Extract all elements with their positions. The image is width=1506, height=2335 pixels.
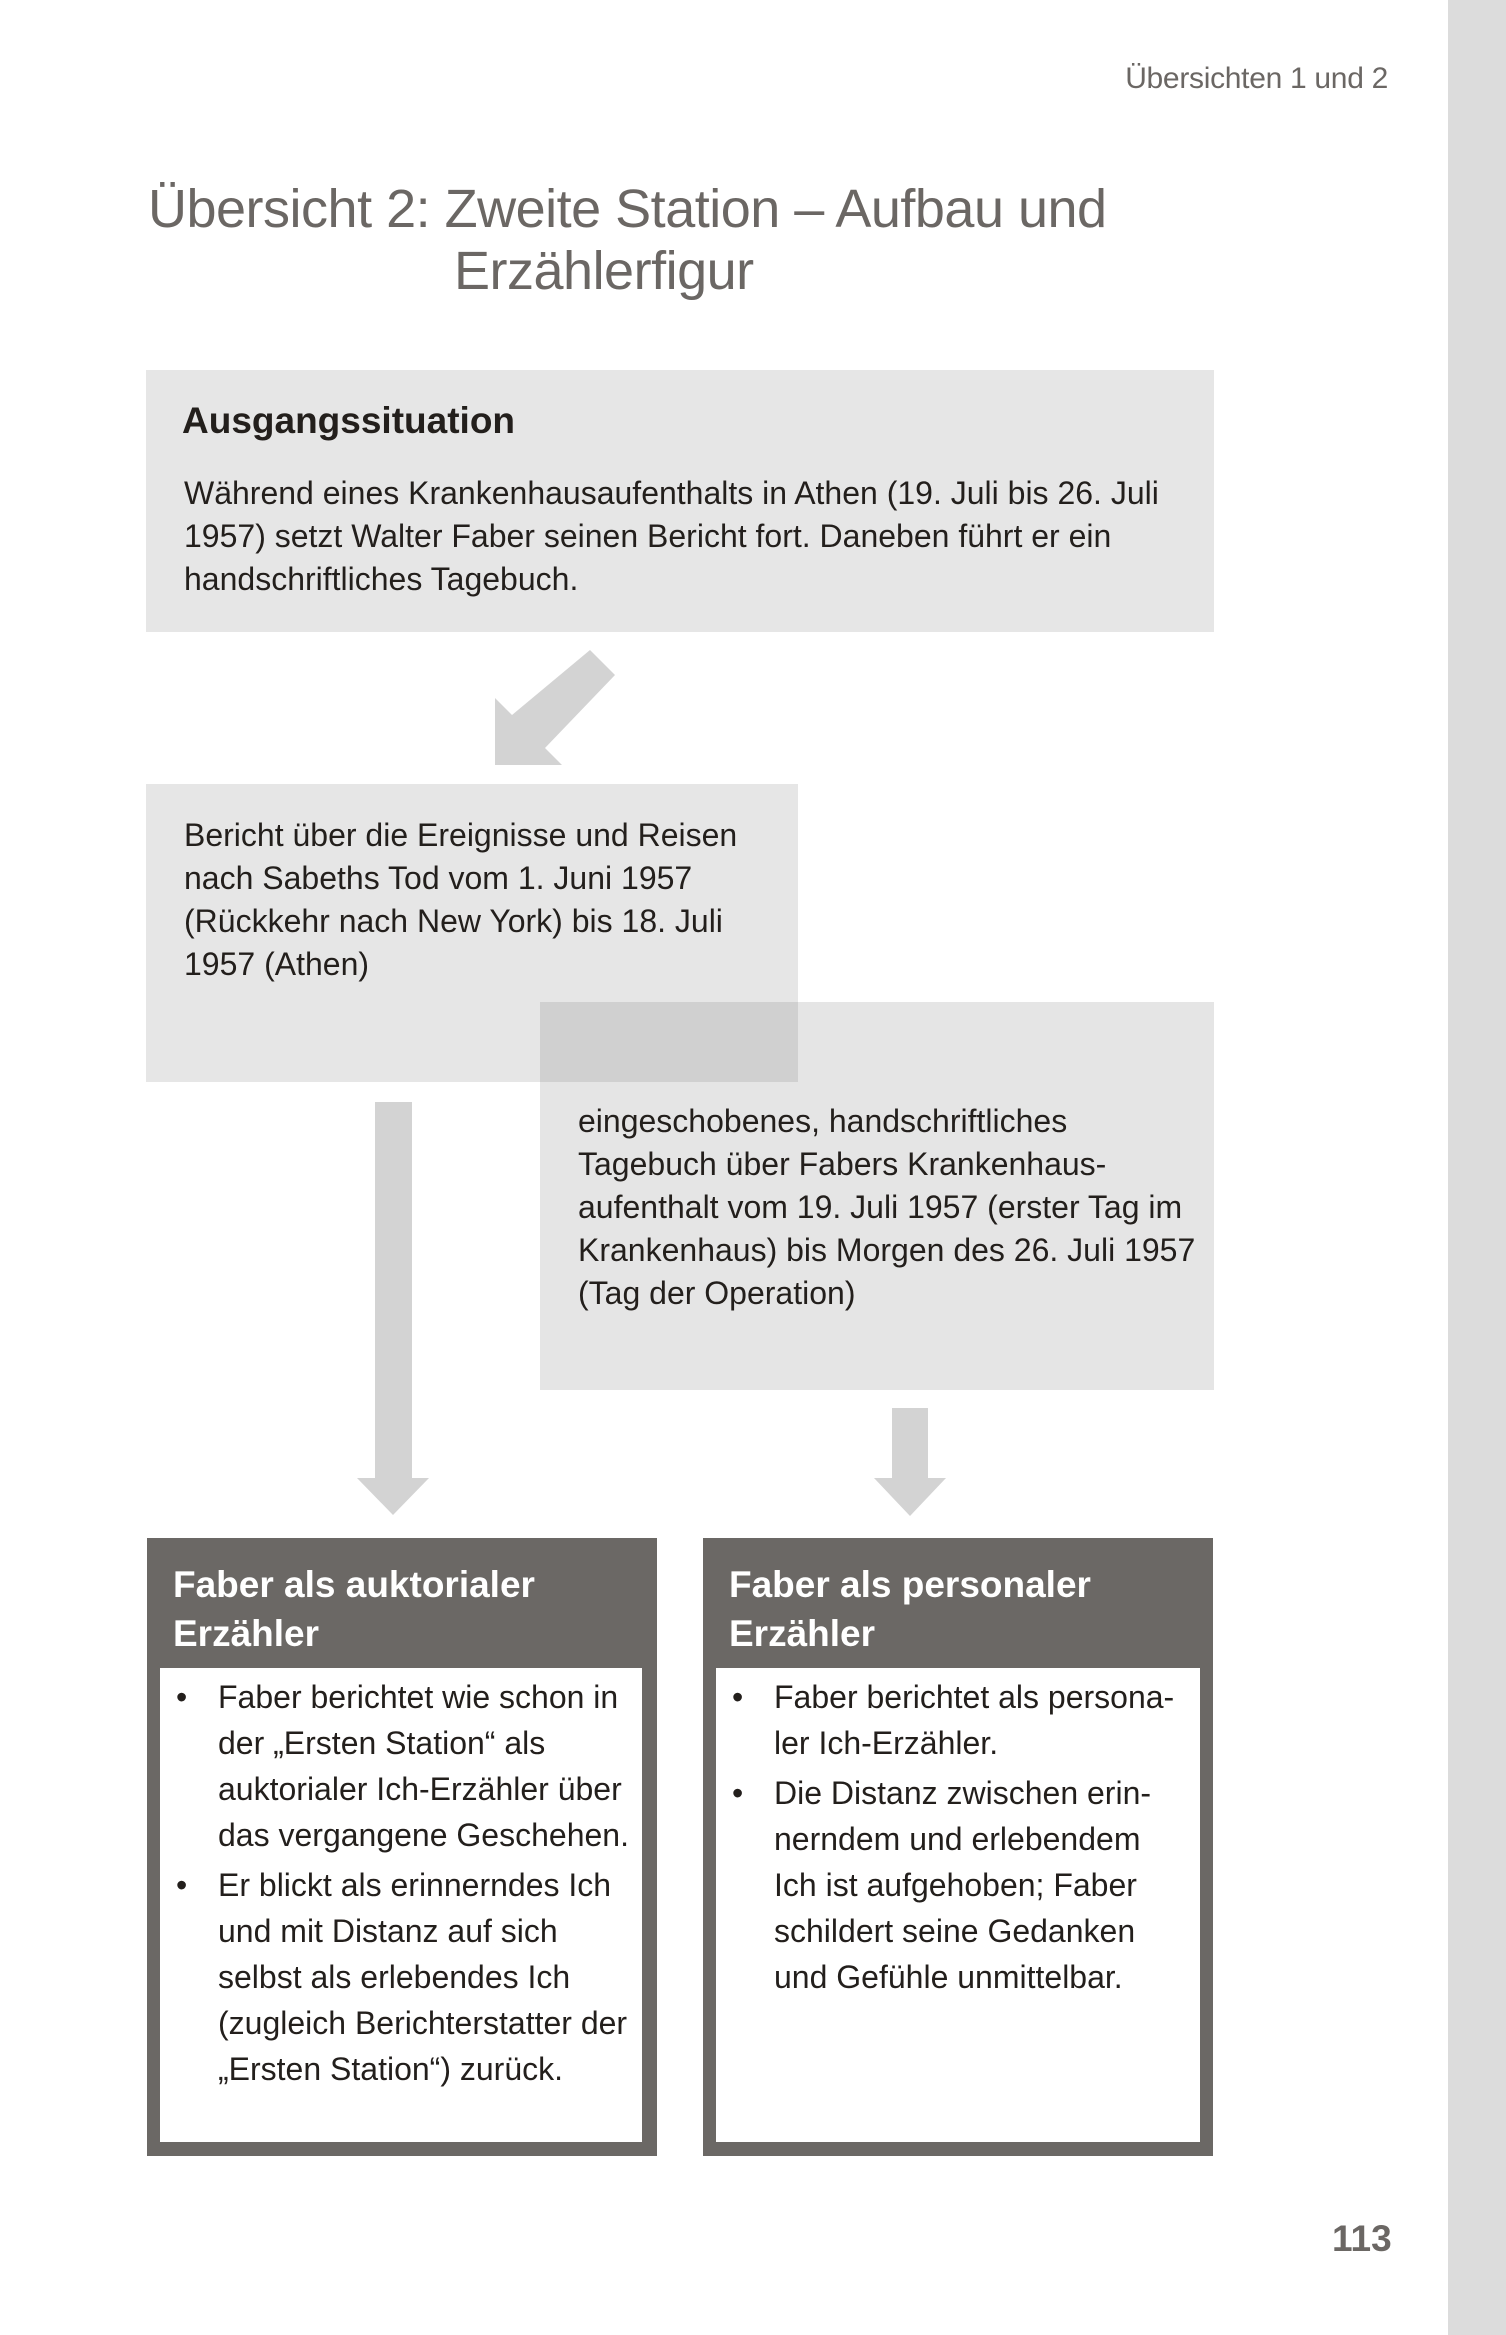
long-down-arrow-icon [355,1100,431,1518]
personal-narrator-box [703,1538,1213,2156]
bullet-icon: • [732,1679,744,1715]
bullet-icon: • [176,1867,188,1903]
personal-narrator-heading [729,1560,1091,1658]
short-down-arrow-icon [872,1406,948,1518]
bullet-icon: • [732,1775,744,1811]
starting-situation-text: Während eines Krankenhausaufenthalts in Athen (19. Juli bis 26. Juli 1957) setzt Walter Faber seinen Bericht fort. Daneben führt er ein handschriftliches Tagebuch. [184,475,1159,597]
diary-text: eingeschobenes, handschriftliches Tagebuch über Fabers Krankenhausaufenthalt vom 19. Juli 1957 (erster Tag im Krankenhaus) bis Morgen des 26. Juli 1957 (Tag der Operation) [578,1103,1196,1311]
personal-heading-line2: Erzähler [729,1613,876,1654]
page-title [148,178,1248,302]
auktorial-narrator-heading [173,1560,535,1658]
list-item-text: Er blickt als erinnerndes Ich und mit Distanz auf sich selbst als erlebendes Ich (zugleich Berichterstatter der „Ersten Station“) zurück. [218,1867,628,2087]
starting-situation-box [146,370,1214,632]
side-margin-strip [1448,0,1506,2335]
starting-situation-heading: Ausgangssituation [182,400,516,441]
auktorial-narrator-box [147,1538,657,2156]
list-item-text: Faber berichtet als personaler Ich-Erzähler. [774,1679,1175,1761]
bullet-icon: • [176,1679,188,1715]
personal-narrator-content [716,1668,1200,2142]
auktorial-heading-line1: Faber als auktorialer [173,1564,535,1605]
auktorial-bullet-list [172,1674,632,2096]
page-title-line2: Erzählerfigur [454,241,754,301]
report-text: Bericht über die Ereignisse und Reisen nach Sabeths Tod vom 1. Juni 1957 (Rückkehr nach New York) bis 18. Juli 1957 (Athen) [184,817,738,982]
personal-heading-line1: Faber als personaler [729,1564,1091,1605]
list-item [172,1862,632,2092]
auktorial-heading-line2: Erzähler [173,1613,320,1654]
list-item-text: Die Distanz zwischen erinnerndem und erlebendem Ich ist aufgehoben; Faber schildert seine Gedanken und Gefühle unmittelbar. [774,1775,1152,1995]
list-item [172,1674,632,1858]
page-number: 113 [1332,2218,1392,2259]
running-head: Übersichten 1 und 2 [1125,62,1388,95]
auktorial-narrator-content [160,1668,642,2142]
page-title-line1: Übersicht 2: Zweite Station – Aufbau und [148,179,1107,239]
diagonal-arrow-icon [490,650,620,770]
box-overlap-region [540,1002,798,1082]
list-item [728,1674,1190,1766]
list-item-text: Faber berichtet wie schon in der „Ersten Station“ als auktorialer Ich-Erzähler über das vergangene Geschehen. [218,1679,629,1853]
personal-bullet-list [728,1674,1190,2004]
list-item [728,1770,1190,2000]
